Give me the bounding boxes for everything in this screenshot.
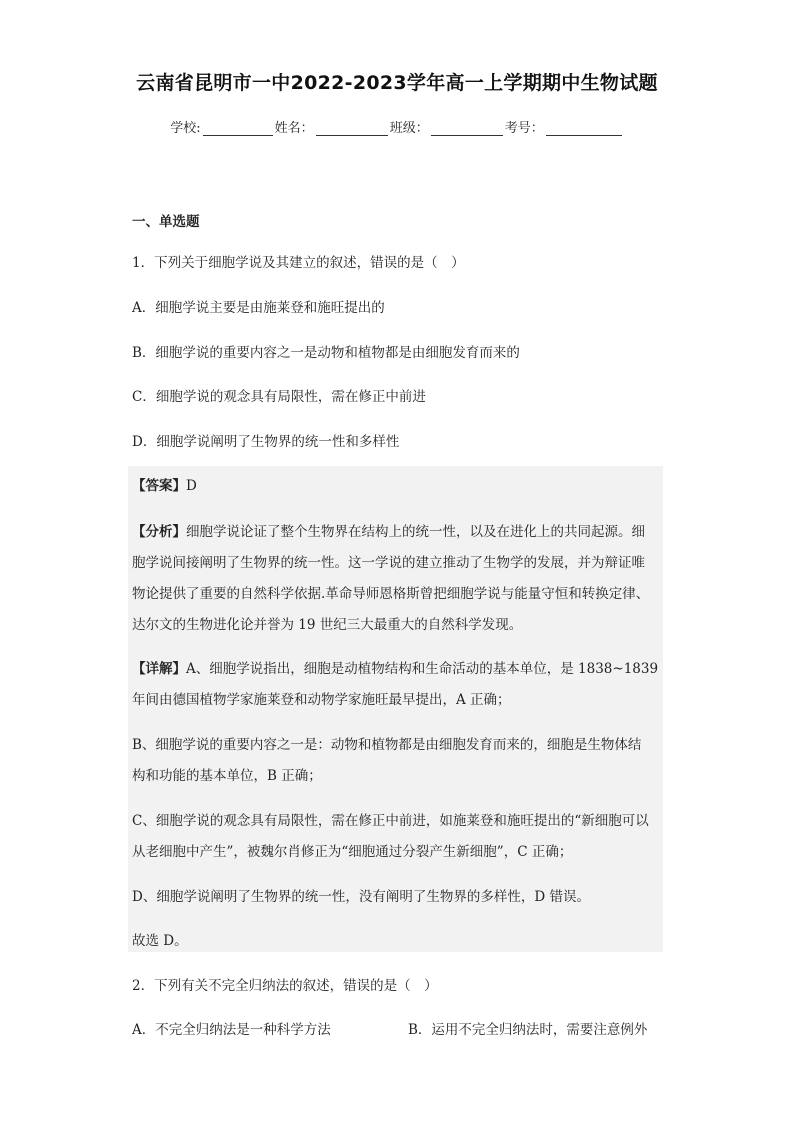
detail-line-3: B、细胞学说的重要内容之一是：动物和植物都是由细胞发育而来的，细胞是生物体结 [132, 737, 642, 753]
question-1-stem: 1．下列关于细胞学说及其建立的叙述，错误的是（ ） [132, 255, 465, 271]
answer-value: D [186, 478, 197, 494]
detail-text: A、细胞学说指出，细胞是动植物结构和生命活动的基本单位，是 1838~1839 [186, 661, 659, 677]
question-1-option-a: A．细胞学说主要是由施莱登和施旺提出的 [132, 300, 385, 316]
question-1-option-b: B．细胞学说的重要内容之一是动物和植物都是由细胞发育而来的 [132, 345, 520, 361]
student-info-row [0, 117, 794, 136]
name-label: 姓名： [274, 121, 314, 136]
analysis-line-3: 物论提供了重要的自然科学依据.革命导师恩格斯曾把细胞学说与能量守恒和转换定律、 [132, 586, 650, 602]
page-title: 云南省昆明市一中2022-2023学年高一上学期期中生物试题 [136, 72, 658, 94]
answer-line [132, 474, 660, 494]
analysis-text: 细胞学说论证了整个生物界在结构上的统一性，以及在进化上的共同起源。细 [186, 524, 645, 540]
question-1-option-c: C．细胞学说的观念具有局限性，需在修正中前进 [132, 389, 426, 405]
question-2-option-a: A．不完全归纳法是一种科学方法 [132, 1022, 331, 1038]
question-2-stem: 2．下列有关不完全归纳法的叙述，错误的是（ ） [132, 978, 438, 994]
detail-line-8: 故选 D。 [132, 933, 188, 949]
class-label: 班级： [389, 121, 429, 136]
class-blank [431, 121, 503, 136]
id-label: 考号： [504, 121, 544, 136]
section-title: 一、单选题 [132, 214, 200, 230]
detail-line-2: 年间由德国植物学家施莱登和动物学家施旺最早提出，A 正确； [132, 692, 511, 708]
analysis-label: 【分析】 [132, 524, 186, 540]
analysis-line-4: 达尔文的生物进化论并誉为 19 世纪三大最重大的自然科学发现。 [132, 617, 523, 633]
answer-label: 【答案】 [132, 478, 186, 494]
school-label: 学校: [170, 121, 201, 136]
question-1-option-d: D．细胞学说阐明了生物界的统一性和多样性 [132, 434, 400, 450]
analysis-line-1 [132, 520, 660, 540]
id-blank [546, 121, 622, 136]
detail-line-4: 构和功能的基本单位，B 正确； [132, 768, 322, 784]
detail-line-1 [132, 657, 660, 677]
question-2-option-b: B．运用不完全归纳法时，需要注意例外 [408, 1022, 648, 1038]
detail-line-5: C、细胞学说的观念具有局限性，需在修正中前进，如施莱登和施旺提出的“新细胞可以 [132, 813, 649, 829]
detail-line-6: 从老细胞中产生”，被魏尔肖修正为“细胞通过分裂产生新细胞”，C 正确； [132, 844, 573, 860]
analysis-line-2: 胞学说间接阐明了生物界的统一性。这一学说的建立推动了生物学的发展，并为辩证唯 [132, 555, 645, 571]
detail-line-7: D、细胞学说阐明了生物界的统一性，没有阐明了生物界的多样性，D 错误。 [132, 889, 590, 905]
name-blank [316, 121, 388, 136]
school-blank [203, 121, 273, 136]
detail-label: 【详解】 [132, 661, 186, 677]
